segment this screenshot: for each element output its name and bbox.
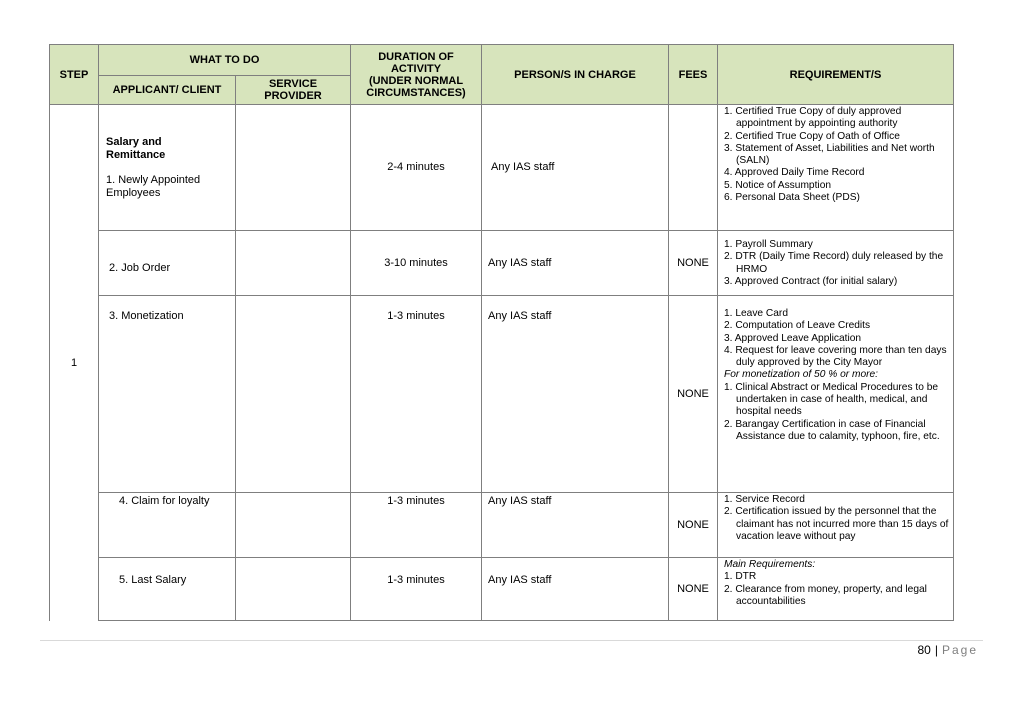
person-cell: Any IAS staff: [482, 105, 669, 231]
header-provider-line: PROVIDER: [264, 90, 322, 102]
header-row-top: [50, 45, 954, 76]
requirement-item: 6. Personal Data Sheet (PDS): [724, 192, 860, 204]
step-number: 1: [50, 105, 99, 621]
requirements-subheading: Main Requirements:: [724, 559, 816, 570]
requirements-cell: [718, 296, 954, 493]
requirement-item: 2. Computation of Leave Credits: [724, 320, 871, 332]
activity-label: 1. Newly Appointed: [106, 174, 201, 186]
requirements-cell: [718, 105, 954, 231]
person-cell: Any IAS staff: [482, 231, 669, 296]
requirement-item: 4. Request for leave covering more than ten days duly approved by the City Mayor: [724, 344, 947, 369]
fees-cell: NONE: [669, 296, 718, 493]
header-provider: [236, 76, 351, 105]
header-duration-line: DURATION OF: [378, 50, 454, 63]
service-table-sheet: [49, 44, 953, 621]
table-row: [50, 231, 954, 296]
person-cell: Any IAS staff: [482, 558, 669, 621]
person-cell: Any IAS staff: [482, 493, 669, 558]
requirement-item: 1. Payroll Summary: [724, 238, 813, 250]
header-applicant: APPLICANT/ CLIENT: [99, 76, 236, 105]
fees-cell: [669, 105, 718, 231]
requirement-item: 3. Approved Leave Application: [724, 332, 862, 344]
service-provider-cell: [236, 231, 351, 296]
duration-cell: 1-3 minutes: [351, 493, 482, 558]
requirement-item: 4. Approved Daily Time Record: [724, 167, 865, 179]
header-requirements: REQUIREMENT/S: [718, 45, 954, 105]
activity-cell: [99, 493, 236, 558]
page-number: [917, 643, 978, 657]
duration-cell: 2-4 minutes: [351, 105, 482, 231]
fees-cell: NONE: [669, 231, 718, 296]
table-row: [50, 558, 954, 621]
requirement-item: 2. Clearance from money, property, and legal accountabilities: [724, 583, 927, 607]
header-provider-line: SERVICE: [268, 78, 318, 90]
header-duration-line: ACTIVITY: [390, 62, 442, 75]
requirement-item: 1. Leave Card: [724, 308, 788, 319]
footer-divider: [40, 640, 983, 641]
header-what-to-do: WHAT TO DO: [99, 45, 351, 76]
activity-label: 2. Job Order: [109, 261, 171, 274]
header-duration: [351, 45, 482, 105]
requirement-item: 2. DTR (Daily Time Record) duly released by the HRMO: [724, 251, 944, 275]
activity-cell: [99, 558, 236, 621]
activity-label: 5. Last Salary: [119, 574, 187, 586]
requirement-item: 2. Certified True Copy of Oath of Office: [724, 130, 900, 142]
duration-cell: 1-3 minutes: [351, 558, 482, 621]
activity-cell: [99, 105, 236, 231]
header-step: STEP: [50, 45, 99, 105]
requirement-item: 1. Certified True Copy of duly approved appointment by appointing authority: [724, 106, 902, 130]
person-cell: Any IAS staff: [482, 296, 669, 493]
header-fees: FEES: [669, 45, 718, 105]
service-title: Salary and: [106, 136, 162, 148]
service-table: [49, 44, 954, 621]
duration-cell: 1-3 minutes: [351, 296, 482, 493]
requirement-item: 1. DTR: [724, 571, 757, 583]
service-provider-cell: [236, 296, 351, 493]
table-row: [50, 493, 954, 558]
requirement-item: 2. Barangay Certification in case of Financial Assistance due to calamity, typhoon, fire, etc.: [724, 418, 940, 442]
page-number-value: 80: [917, 643, 931, 657]
table-row: [50, 296, 954, 493]
header-duration-line: (UNDER NORMAL: [368, 74, 464, 87]
service-provider-cell: [236, 493, 351, 558]
page-word: Page: [941, 643, 978, 657]
fees-cell: NONE: [669, 493, 718, 558]
header-persons: PERSON/S IN CHARGE: [482, 45, 669, 105]
requirement-item: 3. Statement of Asset, Liabilities and Net worth (SALN): [724, 142, 935, 167]
requirements-cell: [718, 493, 954, 558]
activity-cell: [99, 296, 236, 493]
requirements-cell: [718, 231, 954, 296]
activity-label: Employees: [106, 186, 161, 199]
requirement-item: 3. Approved Contract (for initial salary): [724, 275, 898, 287]
service-provider-cell: [236, 558, 351, 621]
requirement-item: 1. Clinical Abstract or Medical Procedures to be undertaken in case of health, medical, and hospital needs: [724, 381, 939, 418]
service-title: Remittance: [106, 148, 166, 161]
requirements-cell: [718, 558, 954, 621]
activity-label: 3. Monetization: [109, 310, 184, 322]
requirement-item: 5. Notice of Assumption: [724, 179, 832, 191]
page-separator: |: [934, 643, 938, 657]
fees-cell: NONE: [669, 558, 718, 621]
requirement-item: 2. Certification issued by the personnel that the claimant has not incurred more than 15 days of vacation leave without pay: [724, 506, 949, 542]
activity-cell: [99, 231, 236, 296]
header-duration-line: CIRCUMSTANCES): [366, 86, 466, 99]
requirements-subheading: For monetization of 50 % or more:: [724, 369, 879, 381]
table-row: [50, 105, 954, 231]
activity-label: 4. Claim for loyalty: [119, 495, 210, 507]
service-provider-cell: [236, 105, 351, 231]
requirement-item: 1. Service Record: [724, 494, 805, 505]
duration-cell: 3-10 minutes: [351, 231, 482, 296]
